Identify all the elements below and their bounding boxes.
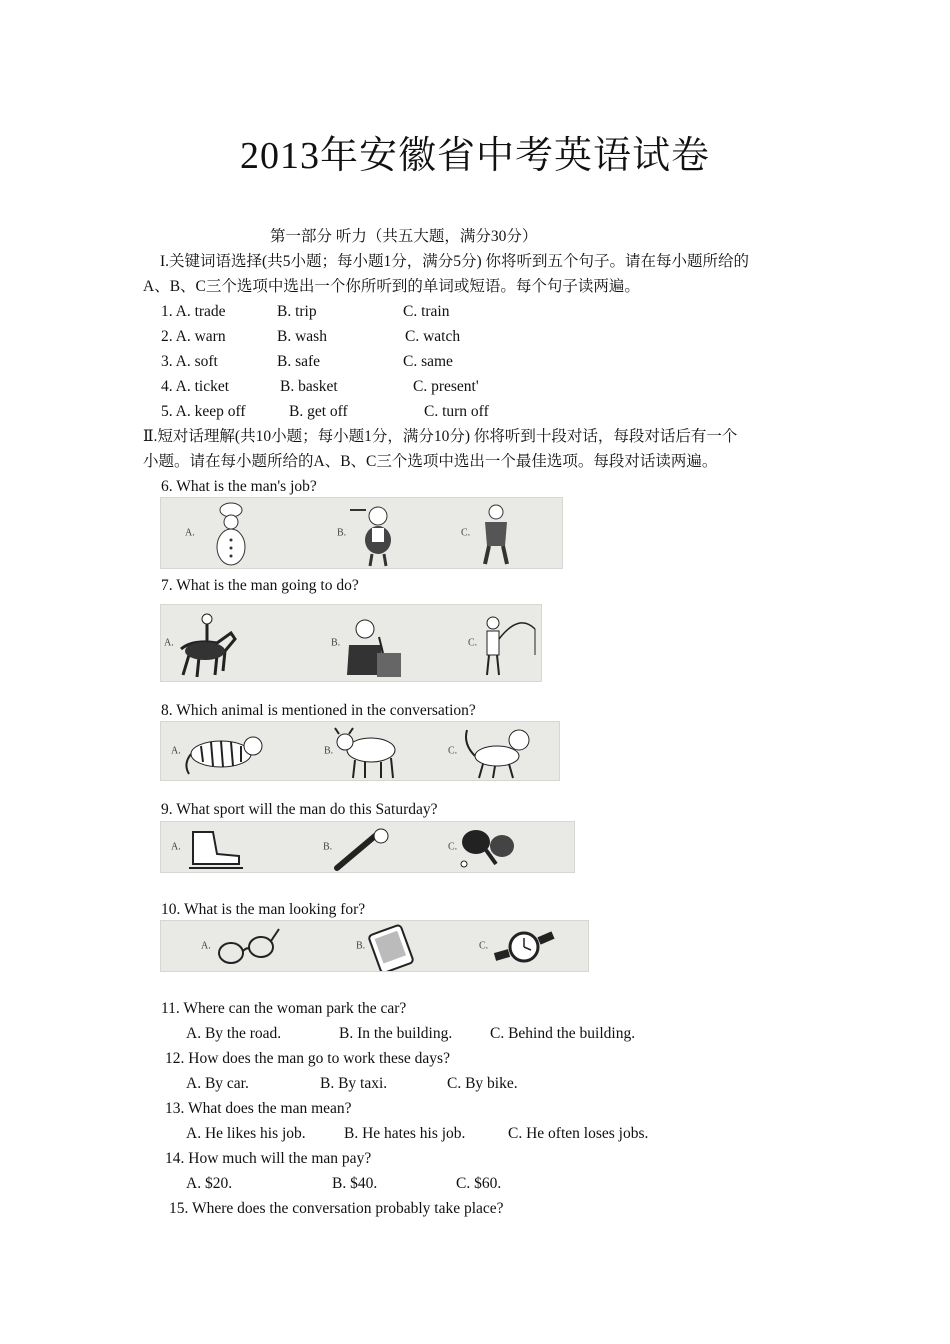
q15-text: 15. Where does the conversation probably take place? [169,1200,504,1217]
baseball-bat-icon [331,824,391,872]
page-title: 2013年安徽省中考英语试卷 [239,135,710,177]
q11-option-c: C. Behind the building. [490,1025,636,1042]
tiger-icon [181,724,265,780]
ice-skates-icon [183,824,247,872]
q4-option-c: C. present' [413,378,479,395]
q9-label-a: A. [171,841,181,853]
q4-option-b: B. basket [280,378,338,395]
q5-option-a: 5. A. keep off [161,403,246,420]
q8-text: 8. Which animal is mentioned in the conversation? [161,702,476,719]
q10-label-b: B. [356,940,366,952]
part-heading: 第一部分 听力（共五大题，满分30分） [270,228,538,245]
q12-option-c: C. By bike. [447,1075,518,1092]
q14-text: 14. How much will the man pay? [165,1150,372,1167]
q1-option-a: 1. A. trade [161,303,226,320]
q13-option-b: B. He hates his job. [344,1125,466,1142]
q7-label-b: B. [331,637,341,649]
q13-text: 13. What does the man mean? [165,1100,352,1117]
q7-picture-strip [160,604,542,682]
bull-icon [331,724,405,780]
q6-text: 6. What is the man's job? [161,478,317,495]
q10-label-a: A. [201,940,211,952]
q3-option-a: 3. A. soft [161,353,218,370]
phone-icon [366,923,416,971]
q9-picture-strip [160,821,575,873]
q4-option-a: 4. A. ticket [161,378,230,395]
section1-intro-line1: I.关键词语选择(共5小题；每小题1分，满分5分) 你将听到五个句子。请在每小题所给的 [160,253,749,270]
q8-picture-strip [160,721,560,781]
q7-text: 7. What is the man going to do? [161,577,359,594]
q1-option-b: B. trip [277,303,317,320]
businessman-icon [471,500,521,568]
watch-icon [491,923,557,971]
q2-option-b: B. wash [277,328,327,345]
speaker-podium-icon [343,609,405,681]
q5-option-b: B. get off [289,403,348,420]
q14-option-c: C. $60. [456,1175,502,1192]
q13-option-c: C. He often loses jobs. [508,1125,649,1142]
q10-label-c: C. [479,940,489,952]
q1-option-c: C. train [403,303,450,320]
glasses-icon [213,923,283,971]
q6-label-b: B. [337,527,347,539]
ping-pong-paddles-icon [456,824,520,872]
q11-option-b: B. In the building. [339,1025,453,1042]
q12-option-a: A. By car. [186,1075,249,1092]
section1-intro-line2: A、B、C三个选项中选出一个你所听到的单词或短语。每个句子读两遍。 [143,278,640,295]
q6-label-c: C. [461,527,471,539]
chef-icon [201,500,261,568]
q11-text: 11. Where can the woman park the car? [161,1000,407,1017]
q12-option-b: B. By taxi. [320,1075,388,1092]
monkey-icon [461,724,549,780]
q11-option-a: A. By the road. [186,1025,282,1042]
q6-label-a: A. [185,527,195,539]
q14-option-a: A. $20. [186,1175,233,1192]
q9-label-c: C. [448,841,458,853]
fisherman-icon [479,609,539,681]
q8-label-a: A. [171,745,181,757]
q13-option-a: A. He likes his job. [186,1125,306,1142]
q8-label-c: C. [448,745,458,757]
q6-picture-strip [160,497,563,569]
q3-option-c: C. same [403,353,453,370]
q5-option-c: C. turn off [424,403,489,420]
q7-label-a: A. [164,637,174,649]
q14-option-b: B. $40. [332,1175,378,1192]
q2-option-c: C. watch [405,328,461,345]
q3-option-b: B. safe [277,353,321,370]
section2-intro-line2: 小题。请在每小题所给的A、B、C三个选项中选出一个最佳选项。每段对话读两遍。 [143,453,718,470]
waiter-icon [346,500,406,568]
q8-label-b: B. [324,745,334,757]
q7-label-c: C. [468,637,478,649]
q10-picture-strip [160,920,589,972]
q10-text: 10. What is the man looking for? [161,901,366,918]
section2-intro-line1: Ⅱ.短对话理解(共10小题；每小题1分，满分10分) 你将听到十段对话，每段对话后有一个 [143,428,738,445]
q9-label-b: B. [323,841,333,853]
horse-rider-icon [173,609,243,681]
q12-text: 12. How does the man go to work these days? [165,1050,450,1067]
q2-option-a: 2. A. warn [161,328,226,345]
q9-text: 9. What sport will the man do this Saturday? [161,801,438,818]
